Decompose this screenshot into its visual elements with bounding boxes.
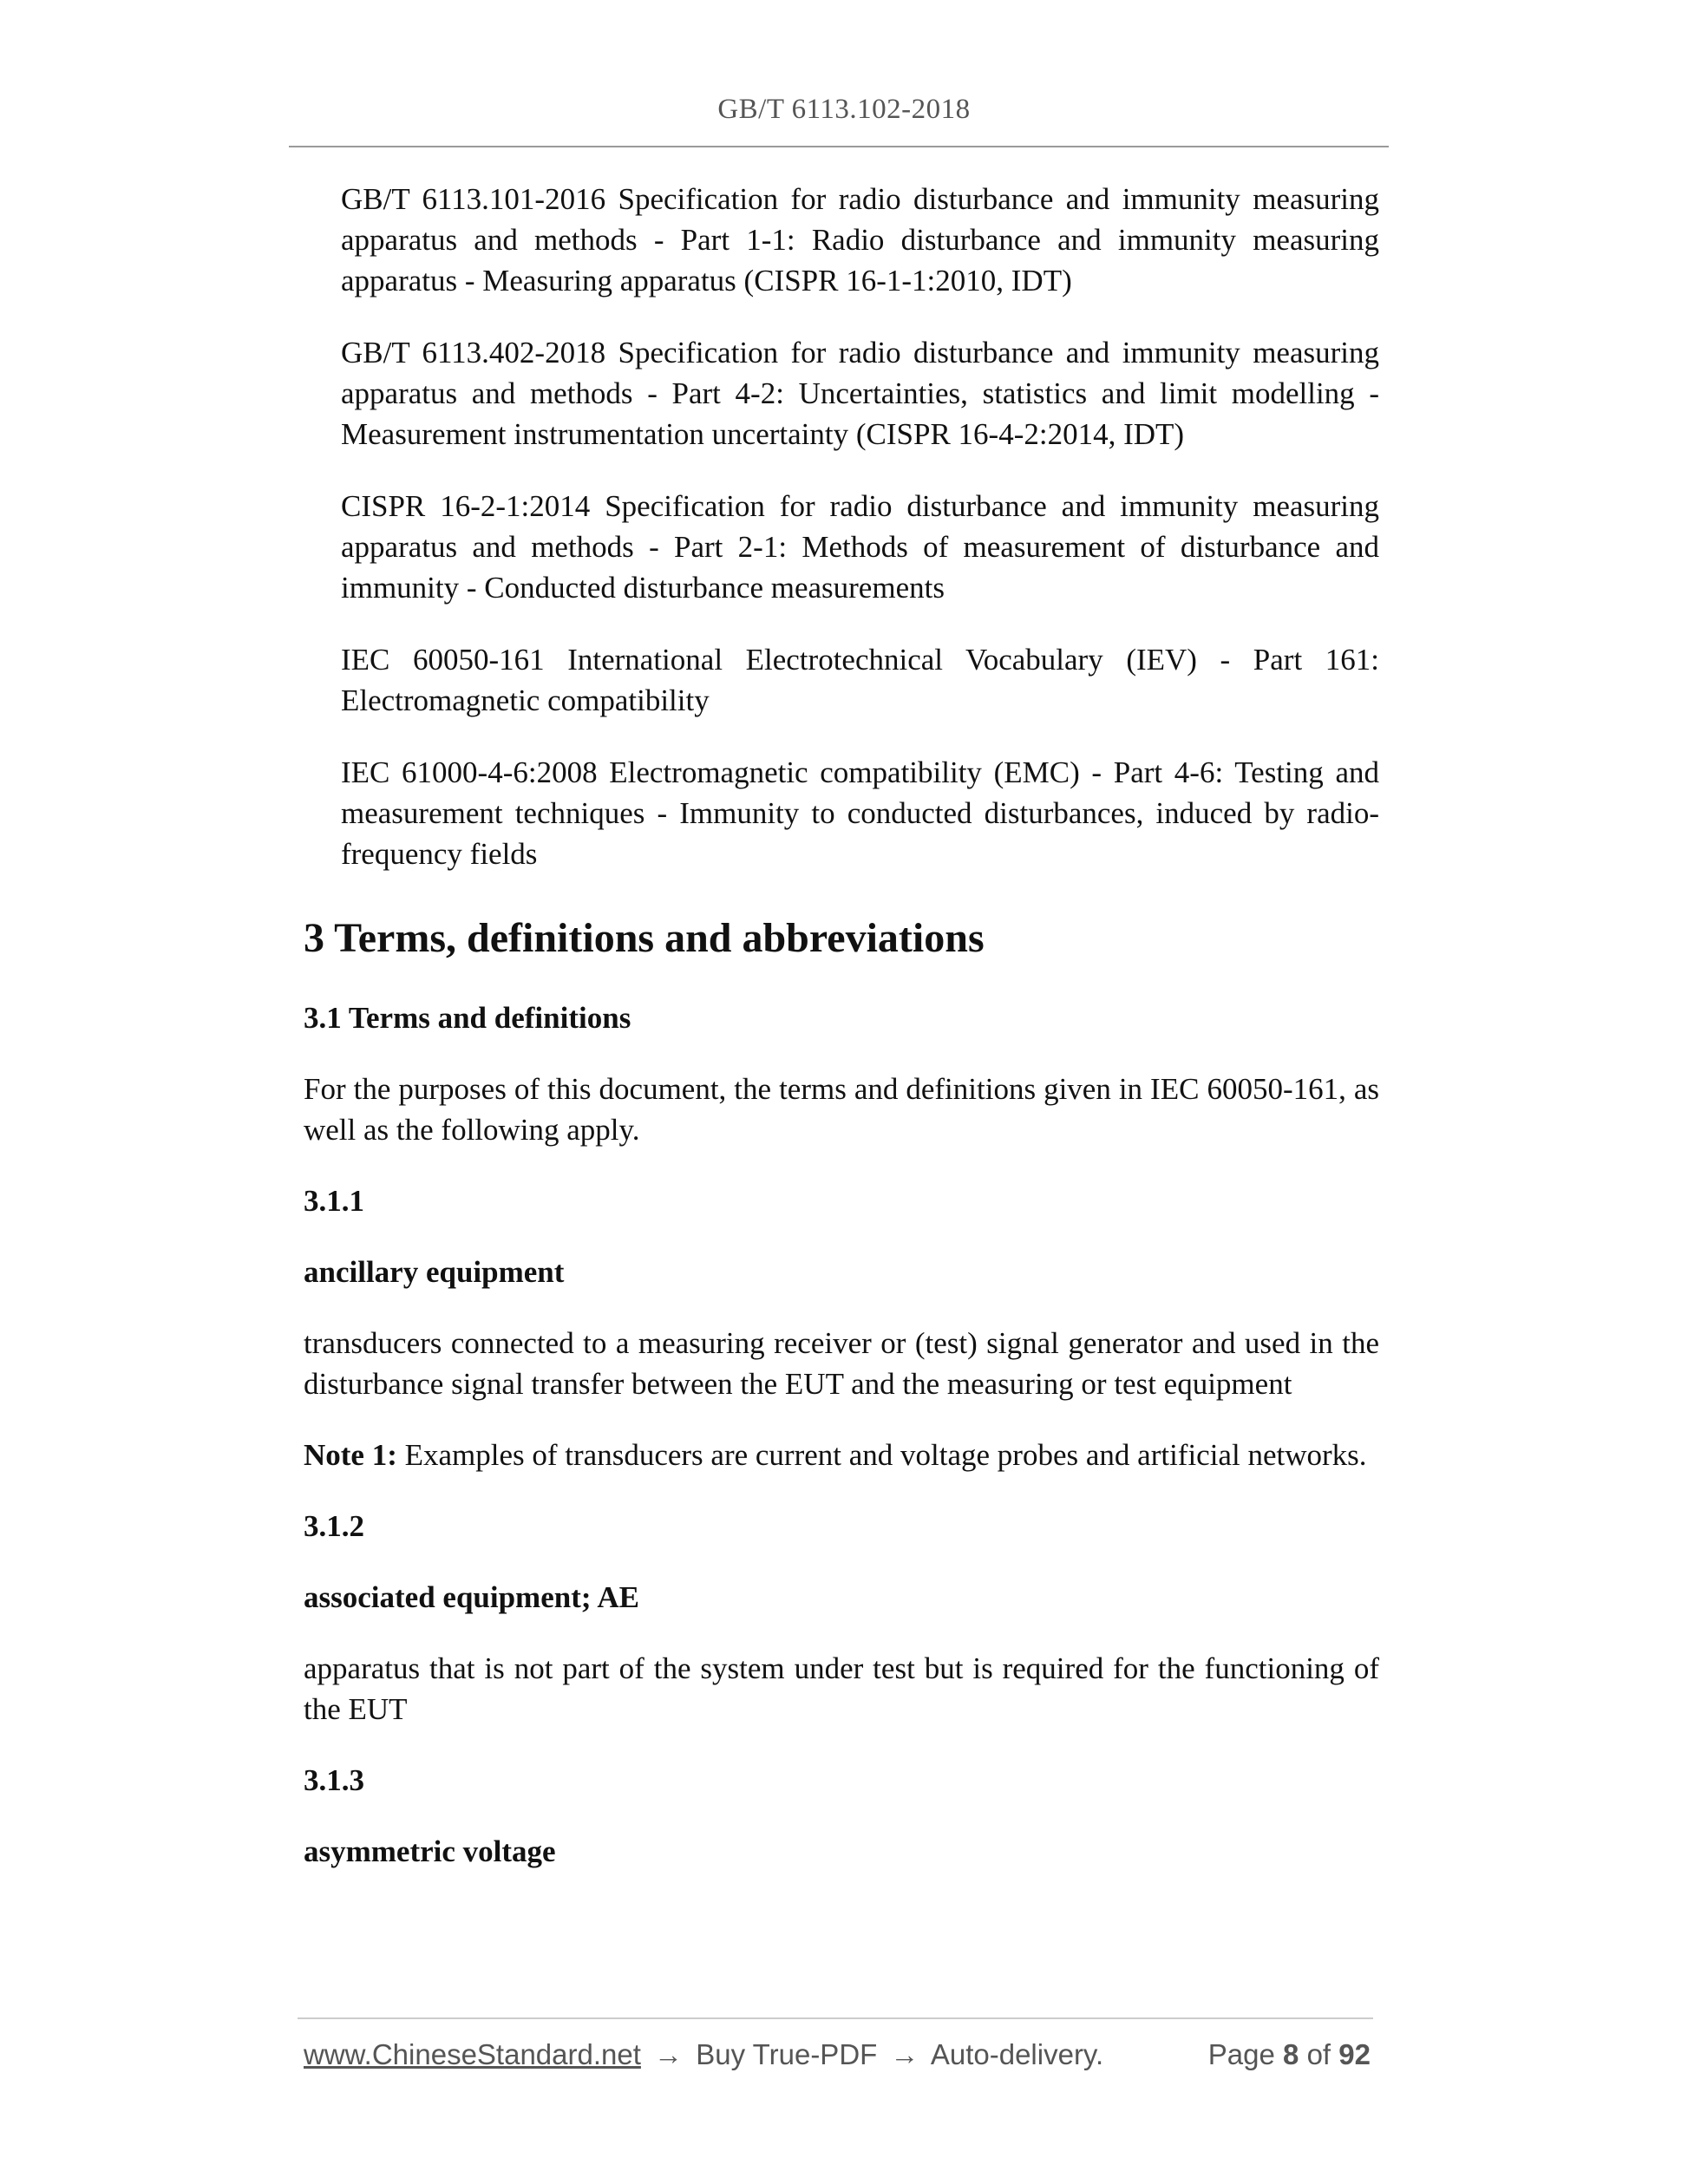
subsection-heading: 3.1 Terms and definitions bbox=[304, 1001, 631, 1035]
page-header: GB/T 6113.102-2018 bbox=[717, 94, 971, 125]
term-note bbox=[304, 1435, 1379, 1475]
note-text: Examples of transducers are current and voltage probes and artificial networks. bbox=[396, 1438, 1367, 1472]
header-divider bbox=[289, 146, 1389, 147]
site-link[interactable]: www.ChineseStandard.net bbox=[304, 2038, 641, 2070]
reference-item: GB/T 6113.402-2018 Specification for radio disturbance and immunity measuring apparatus and methods - Part 4-2: Uncertainties, statistics and limit modelling - Measurement instrumentation uncertainty (CISPR 16-4-2:2014, IDT) bbox=[341, 336, 1379, 451]
term-name: asymmetric voltage bbox=[304, 1834, 556, 1868]
footer-divider bbox=[298, 2017, 1373, 2019]
term-number: 3.1.1 bbox=[304, 1184, 364, 1218]
page-indicator bbox=[1208, 2038, 1371, 2071]
page-current: 8 bbox=[1283, 2038, 1299, 2070]
reference-item: IEC 60050-161 International Electrotechnical Vocabulary (IEV) - Part 161: Electromagnetic compatibility bbox=[341, 643, 1379, 717]
term-name: associated equipment; AE bbox=[304, 1580, 639, 1614]
term-definition: transducers connected to a measuring receiver or (test) signal generator and used in the disturbance signal transfer between the EUT and the measuring or test equipment bbox=[304, 1326, 1379, 1401]
delivery-text: Auto-delivery. bbox=[930, 2038, 1104, 2070]
page-of: of bbox=[1306, 2038, 1331, 2070]
reference-item: GB/T 6113.101-2016 Specification for radio disturbance and immunity measuring apparatus and methods - Part 1-1: Radio disturbance and immunity measuring apparatus - Measuring apparatus (CISPR 16-1-1:2010, IDT) bbox=[341, 182, 1379, 298]
normative-references-list bbox=[341, 179, 1379, 906]
note-label: Note 1: bbox=[304, 1438, 397, 1472]
arrow-right-icon: → bbox=[654, 2038, 684, 2070]
reference-item: IEC 61000-4-6:2008 Electromagnetic compatibility (EMC) - Part 4-6: Testing and measurement techniques - Immunity to conducted disturbances, induced by radio-frequency fields bbox=[341, 755, 1379, 871]
page-total: 92 bbox=[1338, 2038, 1371, 2070]
arrow-right-icon: → bbox=[890, 2038, 919, 2070]
section-3-body bbox=[304, 912, 1379, 1902]
footer-promo bbox=[304, 2038, 1103, 2071]
term-number: 3.1.2 bbox=[304, 1509, 364, 1543]
section-heading: 3 Terms, definitions and abbreviations bbox=[304, 915, 985, 961]
term-number: 3.1.3 bbox=[304, 1763, 364, 1797]
term-definition: apparatus that is not part of the system under test but is required for the functioning of the EUT bbox=[304, 1651, 1379, 1726]
term-name: ancillary equipment bbox=[304, 1255, 565, 1289]
section-intro: For the purposes of this document, the terms and definitions given in IEC 60050-161, as well as the following apply. bbox=[304, 1072, 1379, 1147]
reference-item: CISPR 16-2-1:2014 Specification for radio disturbance and immunity measuring apparatus and methods - Part 2-1: Methods of measurement of disturbance and immunity - Conducted disturbance measurements bbox=[341, 489, 1379, 605]
buy-text: Buy True-PDF bbox=[696, 2038, 878, 2070]
page-word: Page bbox=[1207, 2038, 1275, 2070]
